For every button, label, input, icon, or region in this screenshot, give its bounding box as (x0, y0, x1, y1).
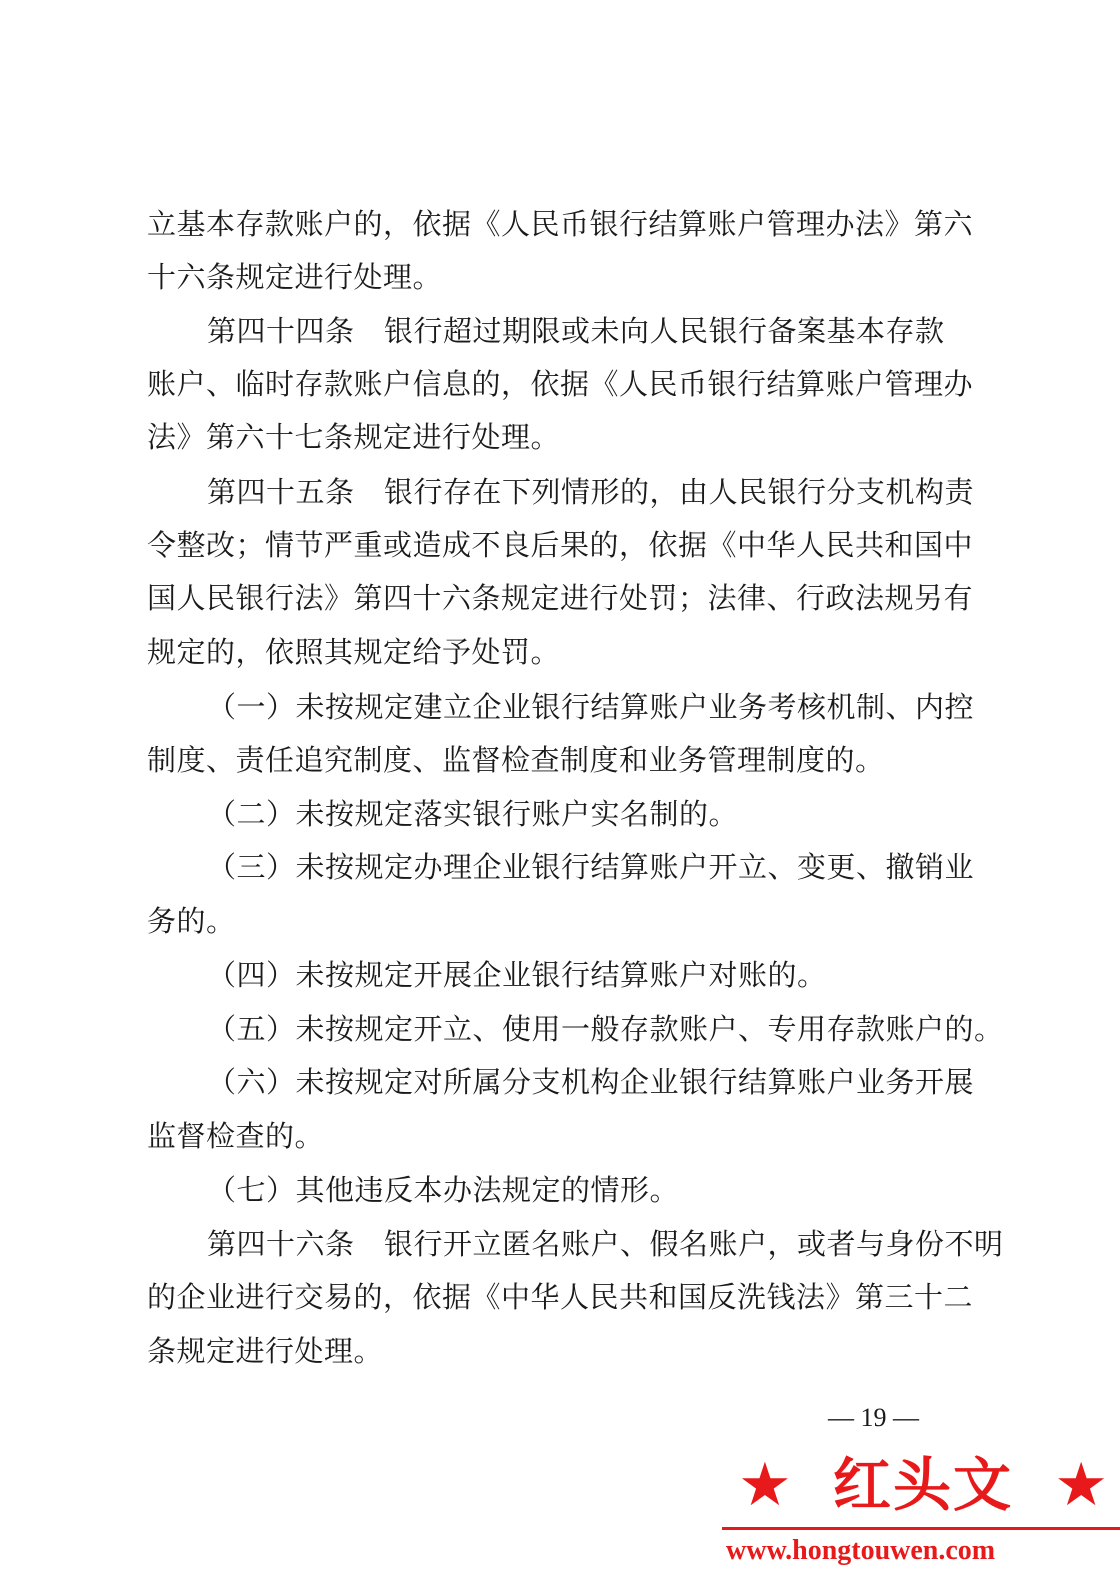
text-line: 令整改；情节严重或造成不良后果的，依据《中华人民共和国中 (147, 528, 974, 562)
text-line: 规定的，依照其规定给予处罚。 (147, 635, 561, 669)
list-item-4: （四）未按规定开展企业银行结算账户对账的。 (207, 958, 827, 992)
article-45-heading: 第四十五条 银行存在下列情形的，由人民银行分支机构责 (207, 475, 975, 509)
page-number: — 19 — (828, 1403, 919, 1432)
text-line: 条规定进行处理。 (147, 1334, 384, 1368)
star-icon: ★ (738, 1450, 792, 1520)
text-line: 账户、临时存款账户信息的，依据《人民币银行结算账户管理办 (147, 367, 974, 401)
list-item-6: （六）未按规定对所属分支机构企业银行结算账户业务开展 (207, 1065, 975, 1099)
watermark-title (738, 1445, 1108, 1525)
text-line: 国人民银行法》第四十六条规定进行处罚；法律、行政法规另有 (147, 581, 974, 615)
article-44-heading: 第四十四条 银行超过期限或未向人民银行备案基本存款 (207, 314, 945, 348)
text-line: 法》第六十七条规定进行处理。 (147, 420, 561, 454)
watermark-divider (722, 1527, 1120, 1530)
watermark (720, 1445, 1120, 1585)
watermark-name: 红头文 (832, 1451, 1013, 1519)
list-item-5: （五）未按规定开立、使用一般存款账户、专用存款账户的。 (207, 1012, 1004, 1046)
text-line: 立基本存款账户的，依据《人民币银行结算账户管理办法》第六 (147, 207, 974, 241)
text-line: 的企业进行交易的，依据《中华人民共和国反洗钱法》第三十二 (147, 1280, 974, 1314)
text-line: 制度、责任追究制度、监督检查制度和业务管理制度的。 (147, 743, 885, 777)
article-46-heading: 第四十六条 银行开立匿名账户、假名账户，或者与身份不明 (207, 1227, 1004, 1261)
text-line: 务的。 (147, 904, 236, 938)
watermark-url: www.hongtouwen.com (726, 1535, 996, 1566)
list-item-2: （二）未按规定落实银行账户实名制的。 (207, 797, 739, 831)
list-item-3: （三）未按规定办理企业银行结算账户开立、变更、撤销业 (207, 850, 975, 884)
text-line: 十六条规定进行处理。 (147, 260, 443, 294)
star-icon: ★ (1054, 1450, 1108, 1520)
text-line: 监督检查的。 (147, 1119, 325, 1153)
list-item-1: （一）未按规定建立企业银行结算账户业务考核机制、内控 (207, 690, 975, 724)
list-item-7: （七）其他违反本办法规定的情形。 (207, 1173, 680, 1207)
